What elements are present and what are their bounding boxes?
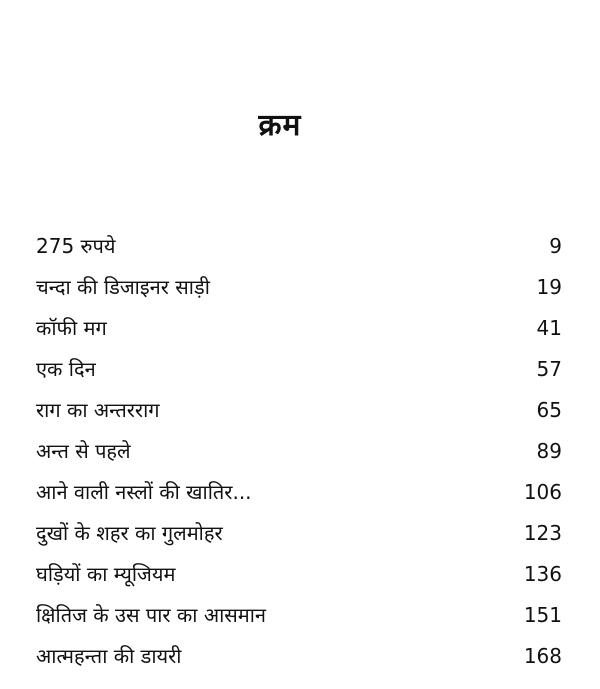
- toc-entry: [36, 554, 562, 595]
- toc-entry: [36, 267, 562, 308]
- toc-entry-title: आत्महन्ता की डायरी: [36, 644, 182, 668]
- toc-entry: [36, 431, 562, 472]
- toc-entry: [36, 308, 562, 349]
- toc-entry-title: अन्त से पहले: [36, 439, 131, 463]
- toc-entry-title: चन्दा की डिजाइनर साड़ी: [36, 275, 210, 299]
- toc-entry-page: 41: [536, 316, 562, 340]
- table-of-contents: [36, 226, 562, 677]
- toc-entry-title: दुखों के शहर का गुलमोहर: [36, 521, 223, 545]
- toc-entry: [36, 390, 562, 431]
- toc-entry: [36, 226, 562, 267]
- toc-entry-title: क्षितिज के उस पार का आसमान: [36, 603, 267, 627]
- toc-entry-title: राग का अन्तरराग: [36, 398, 160, 422]
- toc-entry-title: कॉफी मग: [36, 316, 107, 340]
- toc-entry-title: आने वाली नस्लों की खातिर...: [36, 480, 252, 504]
- toc-entry-page: 65: [536, 398, 562, 422]
- toc-entry-page: 123: [523, 521, 562, 545]
- toc-entry-title: घड़ियों का म्यूजियम: [36, 562, 176, 586]
- toc-entry-page: 89: [536, 439, 562, 463]
- toc-entry-page: 9: [549, 234, 562, 258]
- toc-entry-page: 151: [523, 603, 562, 627]
- toc-entry-page: 106: [523, 480, 562, 504]
- toc-entry: [36, 513, 562, 554]
- toc-entry-page: 57: [536, 357, 562, 381]
- toc-entry: [36, 349, 562, 390]
- toc-entry-page: 19: [536, 275, 562, 299]
- toc-entry-title: 275 रुपये: [36, 234, 116, 258]
- toc-entry-page: 136: [523, 562, 562, 586]
- toc-entry: [36, 472, 562, 513]
- toc-entry: [36, 595, 562, 636]
- page-title: क्रम: [258, 108, 302, 143]
- toc-entry-title: एक दिन: [36, 357, 96, 381]
- toc-entry-page: 168: [523, 644, 562, 668]
- toc-entry: [36, 636, 562, 677]
